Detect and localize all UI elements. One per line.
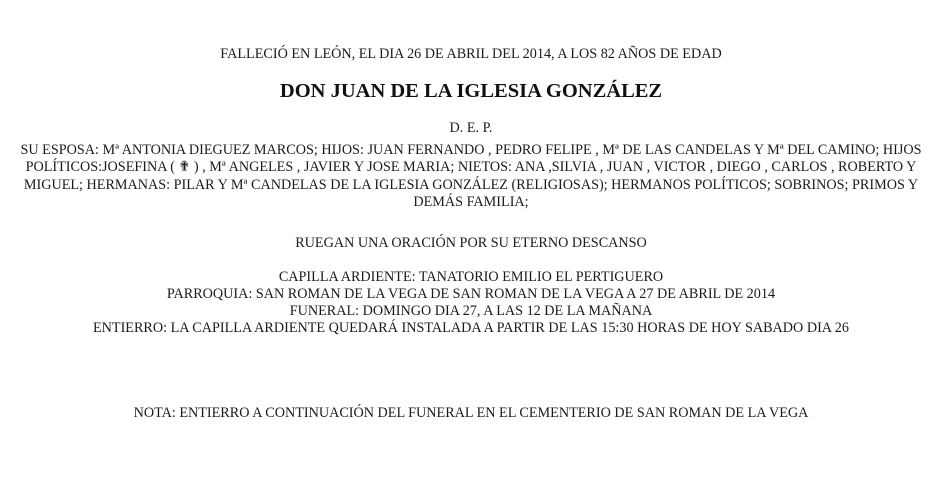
death-announcement-line: FALLECIÓ EN LEÓN, EL DIA 26 DE ABRIL DEL 2014, A LOS 82 AÑOS DE EDAD [220, 46, 722, 62]
funeral-line: FUNERAL: DOMINGO DIA 27, A LAS 12 DE LA MAÑANA [289, 303, 653, 319]
note-line: NOTA: ENTIERRO A CONTINUACIÓN DEL FUNERAL EN EL CEMENTERIO DE SAN ROMAN DE LA VEGA [133, 405, 809, 421]
prayer-request-line: RUEGAN UNA ORACIÓN POR SU ETERNO DESCANSO [295, 235, 647, 251]
chapel-line: CAPILLA ARDIENTE: TANATORIO EMILIO EL PERTIGUERO [278, 269, 664, 285]
deceased-name-heading: DON JUAN DE LA IGLESIA GONZÁLEZ [279, 80, 663, 102]
parish-line: PARROQUIA: SAN ROMAN DE LA VEGA DE SAN ROMAN DE LA VEGA A 27 DE ABRIL DE 2014 [166, 286, 776, 302]
burial-line: ENTIERRO: LA CAPILLA ARDIENTE QUEDARÁ INSTALADA A PARTIR DE LAS 15:30 HORAS DE HOY SABADO DIA 26 [92, 320, 849, 336]
rip-abbreviation: D. E. P. [449, 120, 493, 136]
family-members-paragraph: SU ESPOSA: Mª ANTONIA DIEGUEZ MARCOS; HIJOS: JUAN FERNANDO , PEDRO FELIPE , Mª DE LAS CANDELAS Y Mª DEL CAMINO; HIJOS POLÍTICOS:JOSEFINA ( ✟ ) , Mª ANGELES , JAVIER Y JOSE MARIA; NIETOS: ANA ,SILVIA , JUAN , VICTOR , DIEGO , CARLOS , ROBERTO Y MIGUEL; HERMANAS: PILAR Y Mª CANDELAS DE LA IGLESIA GONZÁLEZ (RELIGIOSAS); HERMANOS POLÍTICOS; SOBRINOS; PRIMOS Y DEMÁS FAMILIA; [20, 142, 922, 211]
